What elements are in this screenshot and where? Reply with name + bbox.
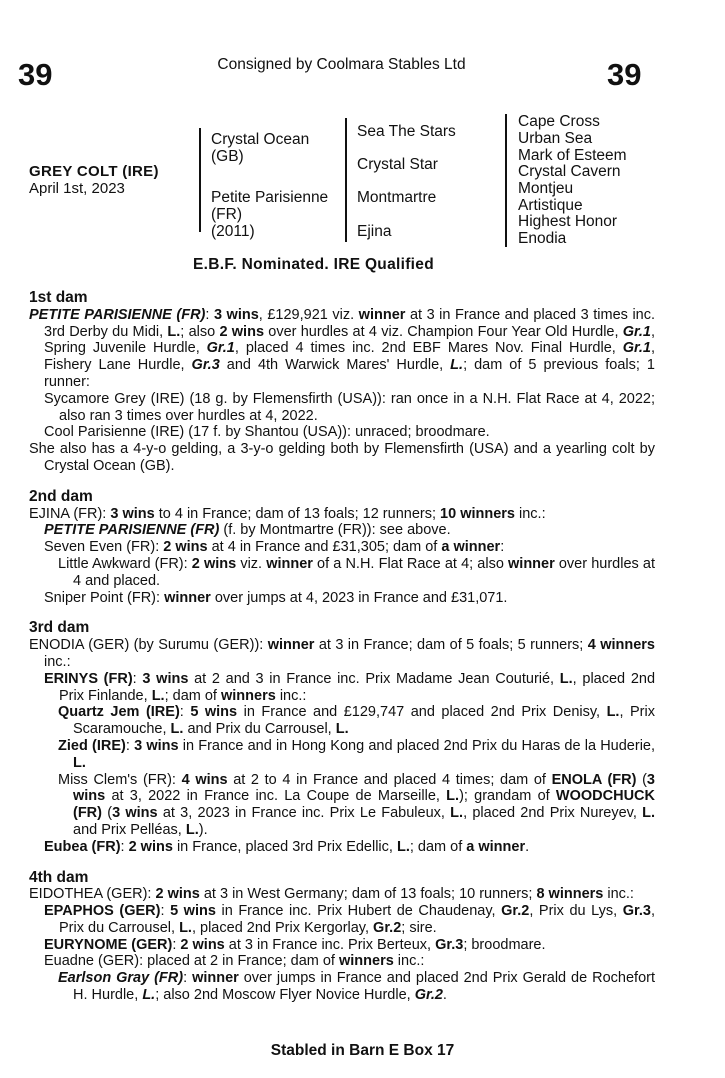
second-dam-produce-2: Seven Even (FR): 2 wins at 4 in France and £31,305; dam of a winner: bbox=[44, 539, 505, 556]
pedigree-dam-sire: Montmartre bbox=[357, 189, 437, 206]
third-dam-grandproduce-1: Quartz Jem (IRE): 5 wins in France and £129,747 and placed 2nd Prix Denisy, L., Prix Scaramouche, L. and Prix du Carrousel, L. bbox=[58, 704, 655, 738]
ggp-1: Cape Cross bbox=[518, 113, 600, 130]
fourth-dam-produce-1: EPAPHOS (GER): 5 wins in France inc. Prix Hubert de Chaudenay, Gr.2, Prix du Lys, Gr.3, Prix du Carrousel, L., placed 2nd Prix Kergorlay, Gr.2; sire. bbox=[44, 903, 655, 936]
pedigree-line-2 bbox=[345, 118, 347, 242]
pedigree-dam-dam: Ejina bbox=[357, 223, 392, 240]
lot-number-left: 39 bbox=[18, 57, 53, 92]
first-dam-produce-1: Sycamore Grey (IRE) (18 g. by Flemensfirth (USA)): ran once in a N.H. Flat Race at 4, 2022; also ran 3 times over hurdles at 4, 2022. bbox=[44, 390, 655, 424]
second-dam-produce-1: PETITE PARISIENNE (FR) (f. by Montmartre (FR)): see above. bbox=[44, 522, 451, 539]
ggp-7: Highest Honor bbox=[518, 213, 618, 230]
section-heading-3rd-dam: 3rd dam bbox=[29, 619, 90, 637]
ggp-6: Artistique bbox=[518, 197, 583, 214]
pedigree-sire-country: (GB) bbox=[211, 148, 244, 165]
pedigree-sire-dam: Crystal Star bbox=[357, 156, 438, 173]
pedigree-dam-name: Petite Parisienne bbox=[211, 189, 329, 206]
pedigree-dam-country: (FR) bbox=[211, 206, 242, 223]
ggp-5: Montjeu bbox=[518, 180, 574, 197]
ggp-2: Urban Sea bbox=[518, 130, 593, 147]
pedigree-line-1 bbox=[199, 128, 201, 232]
pedigree-sire-sire: Sea The Stars bbox=[357, 123, 456, 140]
section-heading-4th-dam: 4th dam bbox=[29, 868, 89, 886]
fourth-dam-entry: EIDOTHEA (GER): 2 wins at 3 in West Germany; dam of 13 foals; 10 runners; 8 winners inc.: bbox=[29, 886, 634, 903]
second-dam-entry: EJINA (FR): 3 wins to 4 in France; dam of 13 foals; 12 runners; 10 winners inc.: bbox=[29, 505, 546, 522]
fourth-dam-produce-2: EURYNOME (GER): 2 wins at 3 in France inc. Prix Berteux, Gr.3; broodmare. bbox=[44, 936, 546, 953]
section-heading-2nd-dam: 2nd dam bbox=[29, 487, 93, 505]
section-heading-1st-dam: 1st dam bbox=[29, 289, 88, 306]
second-dam-produce-3: Sniper Point (FR): winner over jumps at 4, 2023 in France and £31,071. bbox=[44, 589, 508, 606]
third-dam-grandproduce-2: Zied (IRE): 3 wins in France and in Hong Kong and placed 2nd Prix du Haras de la Huderie, L. bbox=[58, 737, 656, 771]
foaling-date: April 1st, 2023 bbox=[29, 180, 125, 197]
first-dam-produce-2: Cool Parisienne (IRE) (17 f. by Shantou (USA)): unraced; broodmare. bbox=[44, 424, 490, 441]
first-dam-produce-note: She also has a 4-y-o gelding, a 3-y-o gelding both by Flemensfirth (USA) and a yearling colt by Crystal Ocean (GB). bbox=[29, 441, 655, 474]
third-dam-entry: ENODIA (GER) (by Surumu (GER)): winner at 3 in France; dam of 5 foals; 5 runners; 4 winners inc.: bbox=[29, 637, 655, 670]
catalogue-body bbox=[29, 290, 655, 1004]
horse-description: GREY COLT (IRE) bbox=[29, 163, 159, 180]
consignor-line: Consigned by Coolmara Stables Ltd bbox=[217, 56, 466, 73]
third-dam-produce-2: Eubea (FR): 2 wins in France, placed 3rd Prix Edellic, L.; dam of a winner. bbox=[44, 838, 530, 855]
ggp-3: Mark of Esteem bbox=[518, 147, 627, 164]
ggp-8: Enodia bbox=[518, 230, 567, 247]
third-dam-grandproduce-3: Miss Clem's (FR): 4 wins at 2 to 4 in France and placed 4 times; dam of ENOLA (FR) (3 wins at 3, 2022 in France inc. La Coupe de Marseille, L.); grandam of WOODCHUCK (FR) (3 wins at 3, 2023 in France inc. Prix Le Fabuleux, L., placed 2nd Prix Nureyev, L. and Prix Pelléas, L.). bbox=[58, 771, 656, 838]
pedigree-dam-year: (2011) bbox=[211, 223, 255, 240]
pedigree-sire-name: Crystal Ocean bbox=[211, 131, 310, 148]
ggp-4: Crystal Cavern bbox=[518, 163, 621, 180]
nomination-status: E.B.F. Nominated. IRE Qualified bbox=[193, 256, 434, 273]
second-dam-grandproduce-1: Little Awkward (FR): 2 wins viz. winner of a N.H. Flat Race at 4; also winner over hurdles at 4 and placed. bbox=[58, 555, 655, 589]
fourth-dam-grandproduce-1: Earlson Gray (FR): winner over jumps in France and placed 2nd Prix Gerald de Rochefort H. Hurdle, L.; also 2nd Moscow Flyer Novice Hurdle, Gr.2. bbox=[58, 970, 655, 1004]
stabling-location: Stabled in Barn E Box 17 bbox=[270, 1042, 455, 1059]
pedigree-line-3 bbox=[505, 114, 507, 247]
lot-number-right: 39 bbox=[607, 57, 642, 92]
first-dam-entry: PETITE PARISIENNE (FR): 3 wins, £129,921 viz. winner at 3 in France and placed 3 times inc. 3rd Derby du Midi, L.; also 2 wins over hurdles at 4 viz. Champion Four Year Old Hurdle, Gr.1, Spring Juvenile Hurdle, Gr.1, placed 4 times inc. 2nd EBF Mares Nov. Final Hurdle, Gr.1, Fishery Lane Hurdle, Gr.3 and 4th Warwick Mares' Hurdle, L.; dam of 5 previous foals; 1 runner: bbox=[29, 306, 656, 390]
fourth-dam-produce-3: Euadne (GER): placed at 2 in France; dam of winners inc.: bbox=[44, 953, 425, 970]
third-dam-produce-1: ERINYS (FR): 3 wins at 2 and 3 in France inc. Prix Madame Jean Couturié, L., placed 2nd Prix Finlande, L.; dam of winners inc.: bbox=[44, 670, 656, 704]
